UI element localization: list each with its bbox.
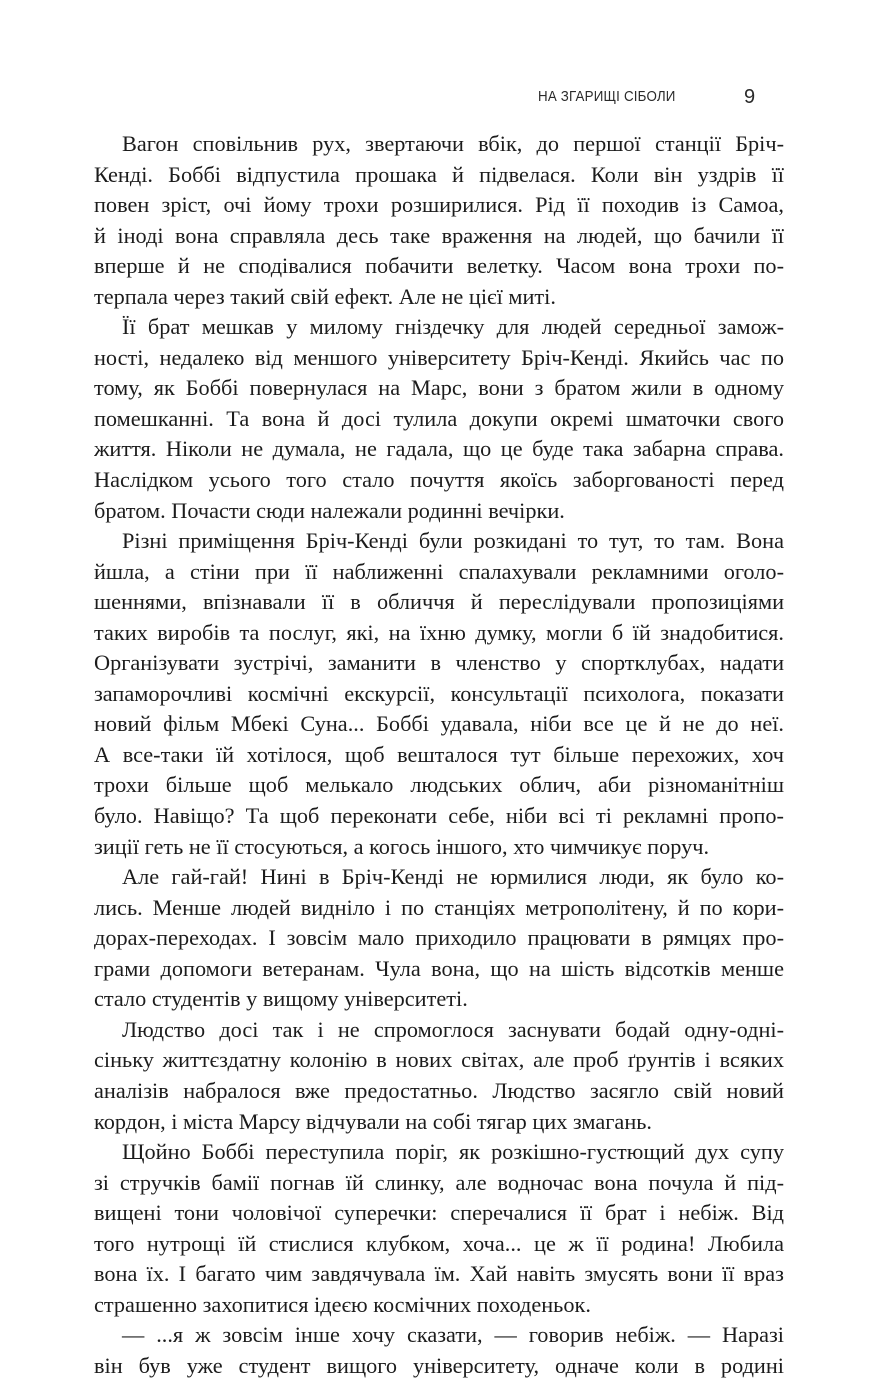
running-title: НА ЗГАРИЩІ СІБОЛИ — [538, 89, 676, 105]
paragraph — [94, 129, 784, 312]
text-line: було. Навіщо? Та щоб переконати себе, ніби всі ті рекламні пропо- — [94, 803, 784, 829]
text-line: помешканні. Та вона й досі тулила докупи окремі шматочки свого — [94, 405, 784, 431]
text-line: дорах-переходах. І зовсім мало приходило працювати в рямцях про- — [94, 925, 784, 951]
paragraph — [94, 862, 784, 1015]
text-line: повен зріст, очі йому трохи розширилися. Рід її походив із Самоа, — [94, 192, 784, 218]
paragraph — [94, 1015, 784, 1137]
text-line: вона їх. І багато чим завдячувала їм. Хай навіть змусять вони її враз — [94, 1261, 784, 1287]
text-line: ності, недалеко від меншого університету Бріч-Кенді. Якийсь час по — [94, 344, 784, 370]
text-line: вищені тони чоловічої суперечки: сперечалися її брат і небіж. Від — [94, 1200, 784, 1226]
text-line: зі стручків бамії погнав їй слинку, але водночас вона почула й під- — [94, 1169, 784, 1195]
text-line: новий фільм Мбекі Суна... Боббі удавала, ніби все це й не до неї. — [94, 711, 784, 737]
paragraph — [94, 526, 784, 862]
text-line: Наслідком усього того стало почуття якоїсь заборгованості перед — [94, 467, 784, 493]
text-line: запаморочливі космічні екскурсії, консультації психолога, показати — [94, 680, 784, 706]
text-line: братом. Почасти сюди належали родинні вечірки. — [94, 497, 565, 523]
paragraph — [94, 1137, 784, 1320]
text-line: Кенді. Боббі відпустила прошака й підвелася. Коли він уздрів її — [94, 161, 784, 187]
text-line: вперше й не сподівалися побачити велетку. Часом вона трохи по- — [94, 253, 784, 279]
text-line: трохи більше щоб мелькало людських облич, аби різноманітніш — [94, 772, 784, 798]
running-head — [520, 86, 760, 110]
text-line: Вагон сповільнив рух, звертаючи вбік, до першої станції Бріч- — [122, 131, 784, 156]
page-number: 9 — [744, 86, 756, 108]
text-line: терпала через такий свій ефект. Але не цієї миті. — [94, 283, 556, 309]
text-line: йшла, а стіни при її наближенні спалахували рекламними оголо- — [94, 558, 784, 584]
text-line: життя. Ніколи не думала, не гадала, що це буде така забарна справа. — [94, 436, 784, 462]
paragraph — [94, 312, 784, 526]
text-line: тому, як Боббі повернулася на Марс, вони з братом жили в одному — [94, 375, 784, 401]
text-line: аналізів набралося вже предостатньо. Людство засягло свій новий — [94, 1077, 784, 1103]
text-line: грами допомоги ветеранам. Чула вона, що на шість відсотків менше — [94, 955, 784, 981]
text-line: Організувати зустрічі, заманити в членство у спортклубах, надати — [94, 650, 784, 676]
paragraph — [94, 1320, 784, 1381]
text-line: шеннями, впізнавали її в обличчя й переслідували пропозиціями — [94, 589, 784, 615]
text-line: того нутрощі їй стислися клубком, хоча... це ж її родина! Любила — [94, 1230, 784, 1256]
text-line: таких виробів та послуг, які, на їхню думку, могли б їй знадобитися. — [94, 619, 784, 645]
text-line: зиції геть не її стосуються, а когось іншого, хто чимчикує поруч. — [94, 833, 710, 859]
text-line: й іноді вона справляла десь таке враження на людей, що бачили її — [94, 222, 784, 248]
text-line: — ...я ж зовсім інше хочу сказати, — говорив небіж. — Наразі — [122, 1322, 784, 1348]
body-text — [94, 129, 784, 1381]
text-line: лись. Менше людей видніло і по станціях метрополітену, й по кори- — [94, 894, 784, 920]
text-line: Її брат мешкав у милому гніздечку для людей середньої замож- — [122, 314, 784, 340]
text-line: стало студентів у вищому університеті. — [94, 986, 468, 1012]
text-line: Але гай-гай! Нині в Бріч-Кенді не юрмилися люди, як було ко- — [122, 864, 784, 890]
text-line: Різні приміщення Бріч-Кенді були розкидані то тут, то там. Вона — [122, 528, 784, 554]
text-line: сіньку життєздатну колонію в нових світах, але проб ґрунтів і всяких — [94, 1047, 784, 1073]
text-line: А все-таки їй хотілося, щоб вешталося тут більше перехожих, хоч — [94, 741, 784, 767]
text-line: він був уже студент вищого університету, одначе коли в родині — [94, 1352, 784, 1378]
text-line: страшенно захопитися ідеєю космічних походеньок. — [94, 1291, 591, 1317]
text-line: кордон, і міста Марсу відчували на собі тягар цих змагань. — [94, 1108, 652, 1134]
text-line: Щойно Боббі переступила поріг, як розкішно-густющий дух супу — [122, 1139, 784, 1165]
text-line: Людство досі так і не спромоглося заснувати бодай одну-одні- — [122, 1016, 784, 1042]
